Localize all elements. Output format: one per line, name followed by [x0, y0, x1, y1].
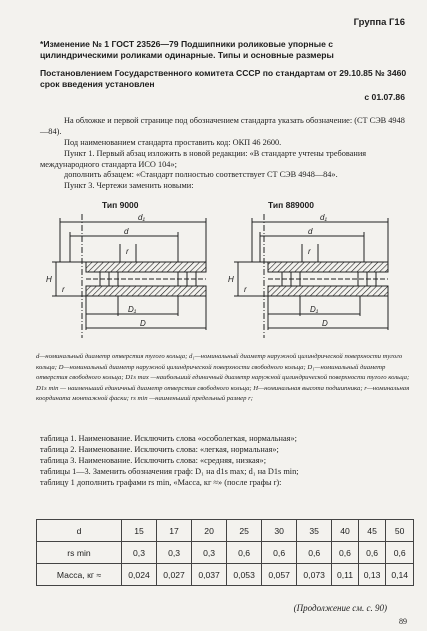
dim-label-d1-right: d₁ [320, 213, 327, 222]
table-cell: 0,6 [386, 542, 414, 564]
bearing-drawing-type-9000 [40, 212, 220, 340]
dim-label-dd-right: D [322, 319, 328, 328]
paragraph-5: Пункт 3. Чертежи заменить новыми: [64, 181, 194, 190]
table-row-label: Масса, кг ≈ [37, 564, 122, 586]
table-change-1: таблица 1. Наименование. Исключить слова «особолегкая, нормальная»; [40, 434, 297, 443]
table-row-label: rs min [37, 542, 122, 564]
bearing-drawing-type-889000 [224, 212, 404, 340]
table-cell: 40 [332, 520, 359, 542]
table-cell: 0,13 [358, 564, 386, 586]
table-cell: 35 [297, 520, 332, 542]
table-cell: 0,024 [122, 564, 157, 586]
table-cell: 0,6 [332, 542, 359, 564]
figure-right-title: Тип 889000 [268, 200, 314, 210]
dim-label-d-left: d [124, 227, 129, 236]
dim-label-r-left: r [126, 247, 129, 256]
table-row-label: d [37, 520, 122, 542]
dim-label-dd-left: D [140, 319, 146, 328]
paragraph-3: Пункт 1. Первый абзац изложить в новой редакции: «В стандарте учтены требования международного стандарта ИСО 104»; [40, 149, 367, 169]
dim-label-r-side-right: r [244, 285, 247, 294]
table-row [37, 542, 414, 564]
table-cell: 50 [386, 520, 414, 542]
table-cell: 0,6 [262, 542, 297, 564]
amendment-title: *Изменение № 1 ГОСТ 23526—79 Подшипники роликовые упорные с цилиндрическими роликами одинарные. Типы и основные размеры [40, 39, 334, 60]
paragraph-2: Под наименованием стандарта проставить код: ОКП 46 2600. [64, 138, 282, 147]
table-cell: 30 [262, 520, 297, 542]
table-row [37, 520, 414, 542]
drawing-legend: d—номинальный диаметр отверстия тугого кольца; d₁—номинальный диаметр наружной цилиндрической поверхности тугого кольца; D—номинальный диаметр наружной цилиндрической поверхности свободного кольца; D₁—номинальный диаметр отверстия свободного кольца; D1s max —наибольший единичный диаметр наружной цилиндрической поверхности тугого кольца; D1s min — наименьший единичный диаметр отверстия свободного кольца; H—номинальная высота подшипника; r—номинальная координата монтажной фаски; rs min —наименьший предельный размер r; [36, 353, 410, 403]
table-cell: 0,3 [157, 542, 192, 564]
page-number: 89 [399, 617, 407, 626]
effective-date: с 01.07.86 [364, 92, 405, 102]
table-cell: 0,6 [227, 542, 262, 564]
table-row [37, 564, 414, 586]
dim-label-d1-bottom-left: D₁ [128, 305, 137, 314]
continuation-note: (Продолжение см. с. 90) [293, 603, 387, 613]
table-cell: 0,027 [157, 564, 192, 586]
paragraph-4: дополнить абзацем: «Стандарт полностью соответствует СТ СЭВ 4948—84». [64, 170, 338, 179]
dimensions-table [36, 519, 414, 586]
paragraph-1: На обложке и первой странице под обозначением стандарта указать обозначение: (СТ СЭВ 4948—84). [40, 116, 405, 136]
table-cell: 0,037 [192, 564, 227, 586]
dim-label-h-left: H [46, 275, 52, 284]
table-cell: 0,11 [332, 564, 359, 586]
dim-label-h-right: H [228, 275, 234, 284]
dim-label-d1-left: d₁ [138, 213, 145, 222]
table-cell: 0,053 [227, 564, 262, 586]
table-cell: 25 [227, 520, 262, 542]
table-cell: 17 [157, 520, 192, 542]
dim-label-r-right: r [308, 247, 311, 256]
table-cell: 0,14 [386, 564, 414, 586]
table-change-2: таблица 2. Наименование. Исключить слова: «легкая, нормальная»; [40, 445, 279, 454]
figure-left-title: Тип 9000 [102, 200, 139, 210]
group-code: Группа Г16 [353, 17, 405, 28]
table-change-4: таблицы 1—3. Заменить обозначения граф: D₁ на d1s max; d₁ на D1s min; [40, 467, 299, 476]
table-cell: 0,057 [262, 564, 297, 586]
table-change-3: таблица 3. Наименование. Исключить слова: «средняя, низкая»; [40, 456, 267, 465]
approval-text: Постановлением Государственного комитета СССР по стандартам от 29.10.85 № 3460 срок введения установлен [40, 68, 407, 89]
table-cell: 0,3 [192, 542, 227, 564]
dim-label-r-side-left: r [62, 285, 65, 294]
table-cell: 15 [122, 520, 157, 542]
table-cell: 20 [192, 520, 227, 542]
table-cell: 45 [358, 520, 386, 542]
table-cell: 0,073 [297, 564, 332, 586]
dim-label-d-right: d [308, 227, 313, 236]
table-cell: 0,3 [122, 542, 157, 564]
dim-label-d1-bottom-right: D₁ [310, 305, 319, 314]
table-cell: 0,6 [297, 542, 332, 564]
table-cell: 0,6 [358, 542, 386, 564]
table-change-5: таблицу 1 дополнить графами rs min, «Масса, кг ≈» (после графы r): [40, 478, 282, 487]
